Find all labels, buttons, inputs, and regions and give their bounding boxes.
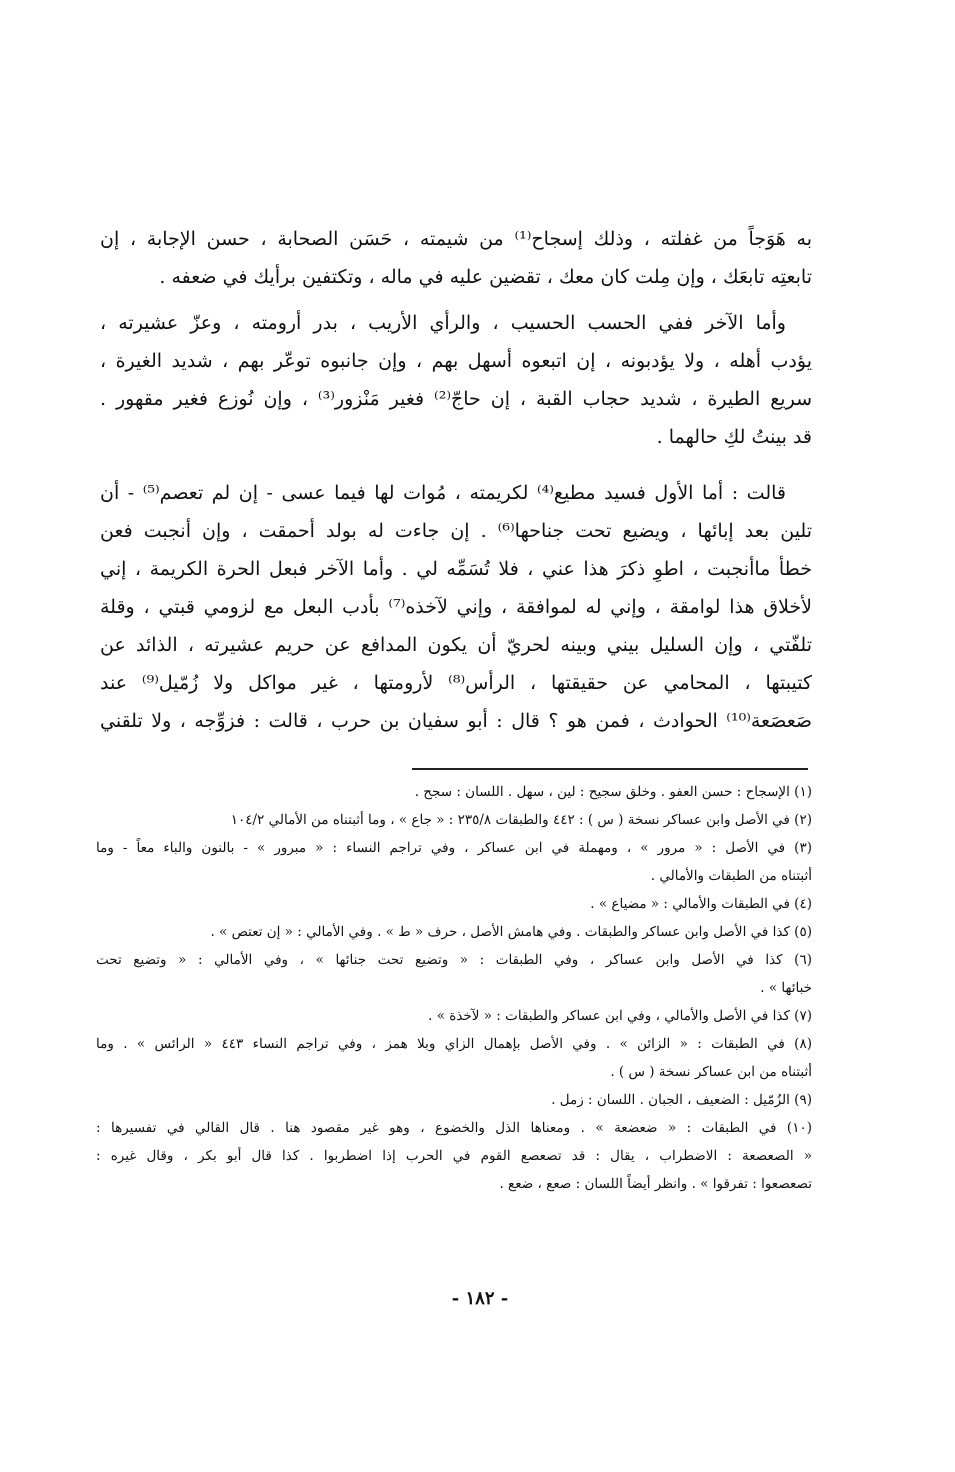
paragraph-2 bbox=[100, 304, 812, 456]
page-number: - ١٨٢ - bbox=[451, 1288, 509, 1309]
text-line: كتيبتها ، المحامي عن حقيقتها ، الرأس⁽⁸⁾ لأرومتها ، غير مواكل ولا زُمّيل⁽⁹⁾ عند bbox=[100, 672, 812, 694]
text-line: صَعصَعة⁽¹⁰⁾ الحوادث ، فمن هو ؟ قال : أبو سفيان بن حرب ، قالت : فزوِّجه ، ولا تلقني bbox=[100, 710, 812, 732]
footnote-continuation: أثبتناه من الطبقات والأمالي . bbox=[650, 868, 812, 884]
footnote: (٩) الزُمّيل : الضعيف ، الجبان . اللسان : زمل . bbox=[551, 1092, 812, 1108]
footnote: (٨) في الطبقات : « الزائن » . وفي الأصل بإهمال الزاي وبلا همز ، وفي تراجم النساء ٤٤٣ « الرائس » . وما bbox=[96, 1036, 812, 1052]
footnote: (٧) كذا في الأصل والأمالي ، وفي ابن عساكر والطبقات : « لآخذة » . bbox=[428, 1008, 812, 1024]
footnote: (١٠) في الطبقات : « ضعضعة » . ومعناها الذل والخضوع ، وهو غير مقصود هنا . قال القالي في تفسيرها : bbox=[96, 1120, 812, 1136]
footnote: (٢) في الأصل وابن عساكر نسخة ( س ) : ٤٤٢ والطبقات ٢٣٥/٨ : « جاع » ، وما أثبتناه من الأمالي ١٠٤/٢ bbox=[230, 812, 812, 828]
footnote: (٥) كذا في الأصل وابن عساكر والطبقات . وفي هامش الأصل ، حرف « ط » . وفي الأمالي : « إن تعتص » . bbox=[210, 924, 812, 940]
footnote-continuation: أثبتناه من ابن عساكر نسخة ( س ) . bbox=[610, 1064, 812, 1080]
main-text bbox=[100, 220, 812, 740]
text-line: قالت : أما الأول فسيد مطيع⁽⁴⁾ لكريمته ، مُوات لها فيما عسى - إن لم تعصم⁽⁵⁾ - أن bbox=[100, 482, 786, 504]
footnote: (٤) في الطبقات والأمالي : « مضياع » . bbox=[590, 896, 812, 912]
text-line: يؤدب أهله ، ولا يؤدبونه ، إن اتبعوه أسهل بهم ، وإن جانبوه توعّر بهم ، شديد الغيرة ، bbox=[100, 350, 812, 372]
footnote: (٦) كذا في الأصل وابن عساكر ، وفي الطبقات : « وتضيع تحت جنائها » ، وفي الأمالي : « وتضيع تحت bbox=[96, 952, 812, 968]
text-line: تابعتِه تابعَك ، وإن مِلت كان معك ، تقضين عليه في ماله ، وتكتفين برأيك في ضعفه . bbox=[159, 266, 812, 288]
text-line: تلين بعد إبائها ، ويضيع تحت جناحها⁽⁶⁾ . إن جاءت له بولد أحمقت ، وإن أنجبت فعن bbox=[100, 520, 812, 542]
footnote-continuation: تصعصعوا : تفرقوا » . وانظر أيضاً اللسان : صعع ، ضعع . bbox=[499, 1176, 812, 1192]
footnote-continuation: خبائها » . bbox=[760, 980, 812, 996]
text-line: خطأ ماأنجبت ، اطوِ ذكرَ هذا عني ، فلا تُسَمِّه لي . وأما الآخر فبعل الحرة الكريمة ، إني bbox=[100, 558, 812, 580]
text-line: به هَوَجاً من غفلته ، وذلك إسجاح⁽¹⁾ من شيمته ، حَسَن الصحابة ، حسن الإجابة ، إن bbox=[100, 228, 812, 250]
paragraph-3 bbox=[100, 474, 812, 740]
footnote: (١) الإسجاح : حسن العفو . وخلق سجيح : لين ، سهل . اللسان : سجح . bbox=[414, 784, 812, 800]
footnote: (٣) في الأصل : « مرور » ، ومهملة في ابن عساكر ، وفي تراجم النساء : « مبرور » - بالنون والباء معاً - وما bbox=[96, 840, 812, 856]
text-line: تلفّتي ، وإن السليل بيني وبينه لحريّ أن يكون المدافع عن حريم عشيرته ، الذائد عن bbox=[100, 634, 812, 656]
text-line: سريع الطيرة ، شديد حجاب القبة ، إن حاجّ⁽²⁾ فغير مَنْزور⁽³⁾ ، وإن نُوزع فغير مقهور . bbox=[100, 388, 812, 410]
footnote-continuation: « الصعصعة : الاضطراب ، يقال : قد تصعصع القوم في الحرب إذا اضطربوا . كذا قال أبو بكر ، وقال غيره : bbox=[96, 1148, 812, 1164]
text-line: قد بينتُ لكِ حالهما . bbox=[656, 426, 812, 448]
text-line: لأخلاق هذا لوامقة ، وإني له لموافقة ، وإني لآخذه⁽⁷⁾ بأدب البعل مع لزومي قبتي ، وقلة bbox=[100, 596, 812, 618]
paragraph-1 bbox=[100, 220, 812, 296]
text-line: وأما الآخر ففي الحسب الحسيب ، والرأي الأريب ، بدر أرومته ، وعزّ عشيرته ، bbox=[100, 312, 786, 334]
footnote-divider bbox=[412, 768, 808, 770]
footnotes bbox=[96, 778, 812, 1198]
